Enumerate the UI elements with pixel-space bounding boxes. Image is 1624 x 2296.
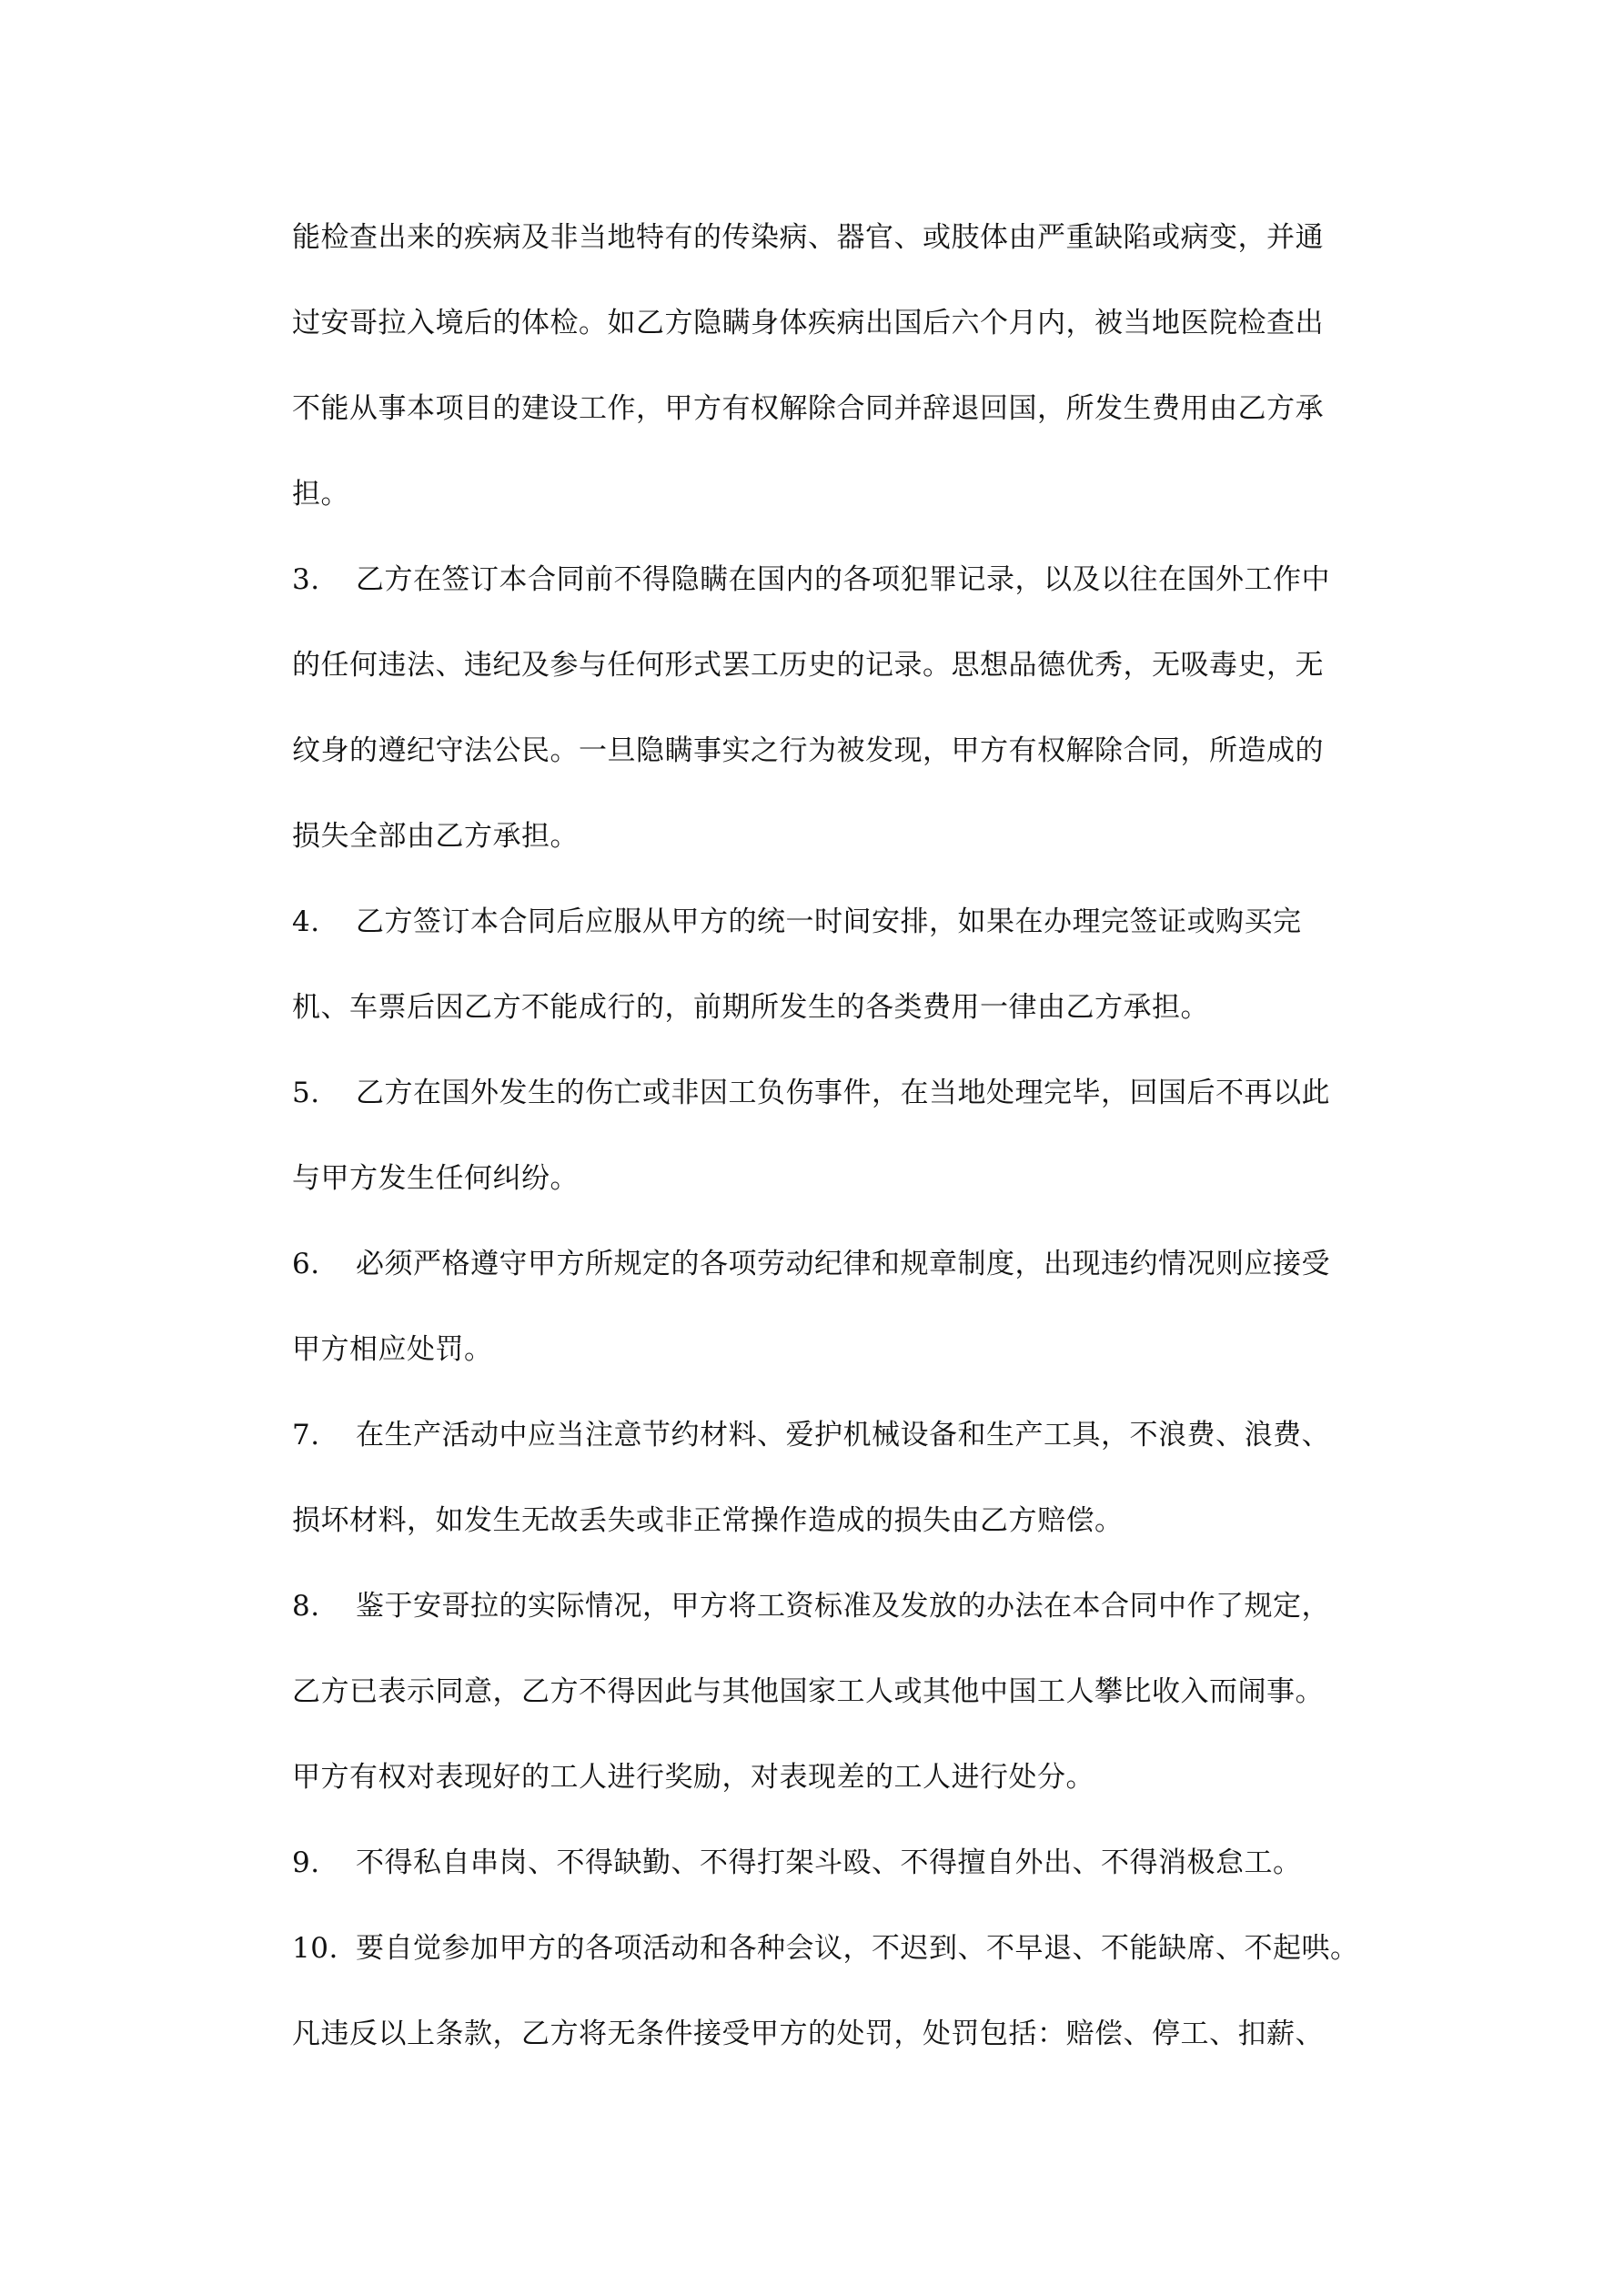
document-body — [292, 195, 1375, 2077]
item-number: 5. — [292, 1077, 320, 1109]
text-line — [292, 879, 1375, 965]
item-text: 必须严格遵守甲方所规定的各项劳动纪律和规章制度，出现违约情况则应接受 — [356, 1248, 1330, 1280]
item-text: 乙方在签订本合同前不得隐瞒在国内的各项犯罪记录，以及以往在国外工作中 — [356, 563, 1330, 596]
item-text: 乙方在国外发生的伤亡或非因工负伤事件，在当地处理完毕，回国后不再以此 — [356, 1077, 1330, 1109]
item-text: 在生产活动中应当注意节约材料、爱护机械设备和生产工具，不浪费、浪费、 — [356, 1419, 1330, 1451]
text-line: 凡违反以上条款，乙方将无条件接受甲方的处罚，处罚包括：赔偿、停工、扣薪、 — [292, 2018, 1324, 2050]
text-line: 甲方有权对表现好的工人进行奖励，对表现差的工人进行处分。 — [292, 1761, 1094, 1794]
item-text: 要自觉参加甲方的各项活动和各种会议，不迟到、不早退、不能缺席、不起哄。 — [356, 1932, 1359, 1965]
item-number: 9. — [292, 1846, 320, 1879]
item-text: 鉴于安哥拉的实际情况，甲方将工资标准及发放的办法在本合同中作了规定， — [356, 1590, 1330, 1623]
text-line — [292, 1563, 1375, 1649]
text-line — [292, 537, 1375, 622]
text-line: 的任何违法、违纪及参与任何形式罢工历史的记录。思想品德优秀，无吸毒史，无 — [292, 649, 1324, 682]
text-line — [292, 1221, 1375, 1307]
item-number: 3. — [292, 563, 320, 596]
text-line — [292, 1050, 1375, 1136]
text-line: 过安哥拉入境后的体检。如乙方隐瞒身体疾病出国后六个月内，被当地医院检查出 — [292, 307, 1324, 339]
item-number: 8. — [292, 1590, 320, 1623]
text-line: 不能从事本项目的建设工作，甲方有权解除合同并辞退回国，所发生费用由乙方承 — [292, 392, 1324, 425]
item-number: 7. — [292, 1419, 320, 1451]
text-line: 与甲方发生任何纠纷。 — [292, 1162, 579, 1195]
text-line: 损失全部由乙方承担。 — [292, 820, 579, 853]
text-line — [292, 1906, 1375, 1991]
item-number: 6. — [292, 1248, 320, 1280]
item-text: 不得私自串岗、不得缺勤、不得打架斗殴、不得擅自外出、不得消极怠工。 — [356, 1846, 1302, 1879]
text-line — [292, 1392, 1375, 1478]
item-number: 10. — [292, 1932, 338, 1965]
text-line: 机、车票后因乙方不能成行的，前期所发生的各类费用一律由乙方承担。 — [292, 991, 1209, 1024]
text-line: 担。 — [292, 478, 349, 511]
item-text: 乙方签订本合同后应服从甲方的统一时间安排，如果在办理完签证或购买完 — [356, 905, 1302, 938]
text-line: 乙方已表示同意，乙方不得因此与其他国家工人或其他中国工人攀比收入而闹事。 — [292, 1675, 1324, 1708]
item-number: 4. — [292, 905, 320, 938]
text-line: 能检查出来的疾病及非当地特有的传染病、器官、或肢体由严重缺陷或病变，并通 — [292, 221, 1324, 254]
text-line — [292, 1820, 1375, 1906]
text-line: 纹身的遵纪守法公民。一旦隐瞒事实之行为被发现，甲方有权解除合同，所造成的 — [292, 734, 1324, 767]
text-line: 损坏材料，如发生无故丢失或非正常操作造成的损失由乙方赔偿。 — [292, 1504, 1124, 1537]
text-line: 甲方相应处罚。 — [292, 1333, 493, 1366]
